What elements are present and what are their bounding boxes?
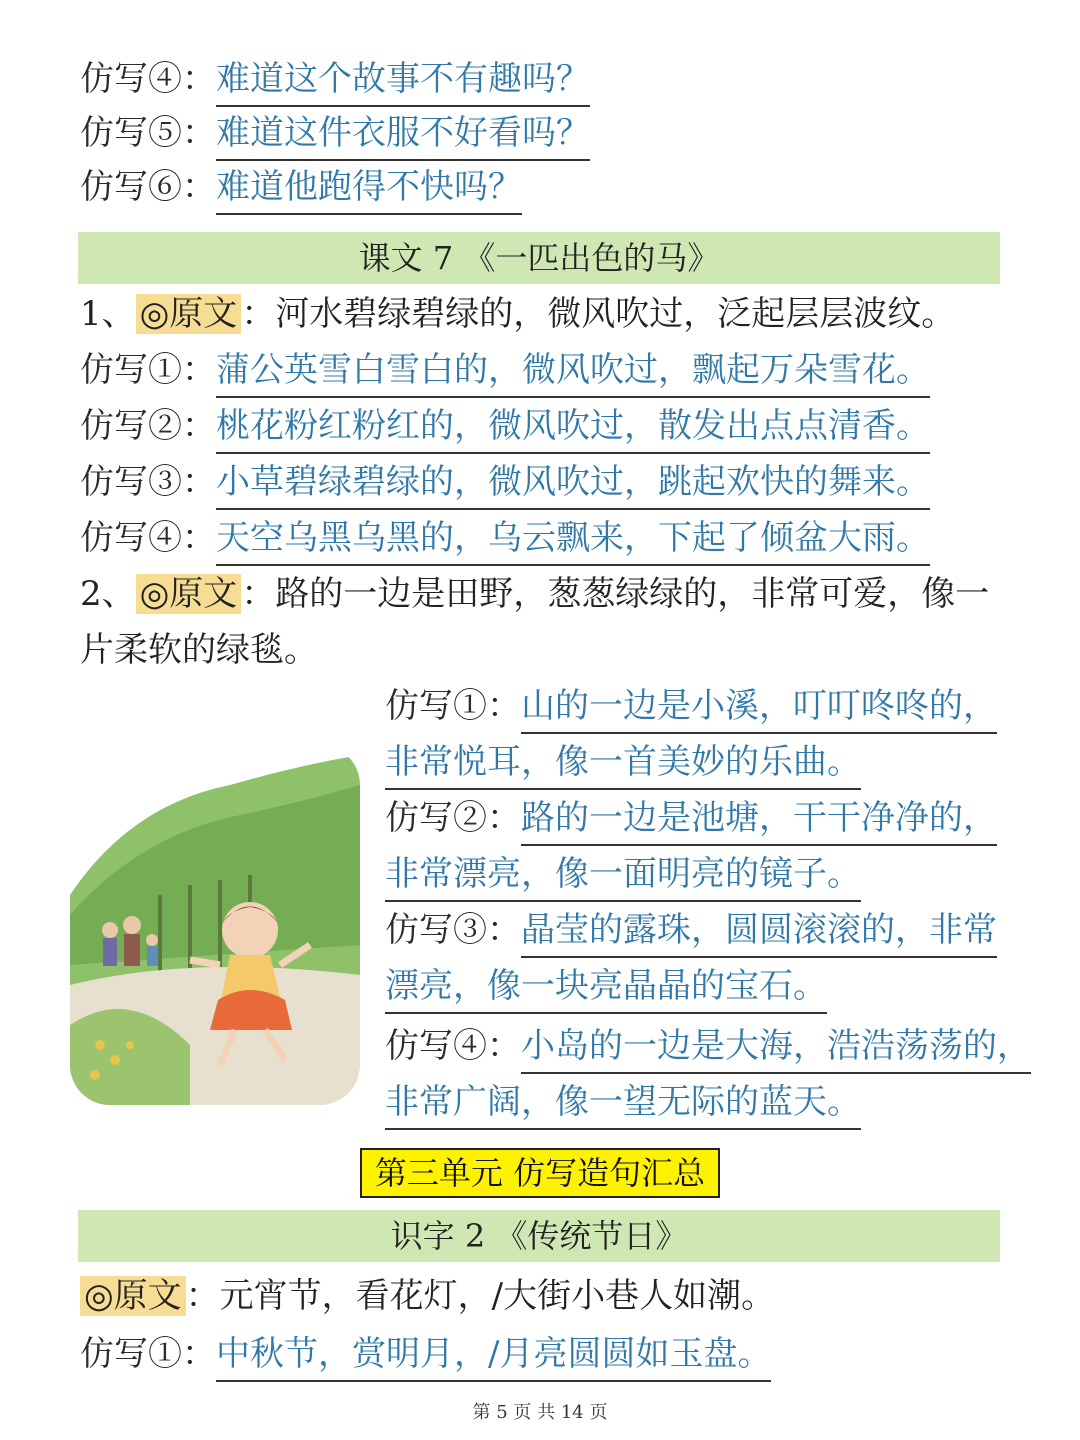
imitation-label: 仿写①： <box>80 1334 216 1374</box>
imitation-label: 仿写③： <box>385 910 521 950</box>
page-number: 第 5 页 共 14 页 <box>472 1402 608 1423</box>
imitation-line <box>80 1330 771 1382</box>
imitation-answer: 天空乌黑乌黑的，乌云飘来，下起了倾盆大雨。 <box>216 514 930 566</box>
imitation-label: 仿写③： <box>80 462 216 502</box>
original-sentence <box>80 570 989 618</box>
imitation-line <box>385 682 997 734</box>
imitation-line <box>385 794 997 846</box>
imitation-line <box>80 109 590 161</box>
imitation-line-continued <box>385 1078 861 1130</box>
imitation-line <box>80 458 930 510</box>
imitation-answer: 非常漂亮，像一面明亮的镜子。 <box>385 850 861 902</box>
unit-title: 第三单元 仿写造句汇总 <box>360 1148 720 1198</box>
imitation-answer: 桃花粉红粉红的，微风吹过，散发出点点清香。 <box>216 402 930 454</box>
imitation-answer: 蒲公英雪白雪白的，微风吹过，飘起万朵雪花。 <box>216 346 930 398</box>
imitation-line <box>80 55 590 107</box>
original-sentence <box>80 1272 775 1320</box>
original-tag: ◎原文 <box>80 1276 186 1316</box>
imitation-line-continued <box>385 850 861 902</box>
imitation-line <box>80 163 522 215</box>
colon: ： <box>241 294 276 334</box>
imitation-line <box>80 402 930 454</box>
original-text: 元宵节，看花灯，/大街小巷人如潮。 <box>219 1276 776 1316</box>
original-sentence-continued: 片柔软的绿毯。 <box>80 630 318 670</box>
imitation-answer: 非常悦耳，像一首美妙的乐曲。 <box>385 738 861 790</box>
imitation-label: 仿写⑥： <box>80 167 216 207</box>
story-illustration <box>70 745 360 1105</box>
imitation-answer: 路的一边是池塘，干干净净的， <box>521 794 997 846</box>
imitation-label: 仿写①： <box>385 686 521 726</box>
imitation-answer: 小岛的一边是大海，浩浩荡荡的， <box>521 1022 1031 1074</box>
original-tag: ◎原文 <box>136 574 242 614</box>
imitation-answer: 晶莹的露珠，圆圆滚滚的，非常 <box>521 906 997 958</box>
imitation-line-continued <box>385 962 827 1014</box>
colon: ： <box>241 574 276 614</box>
imitation-answer: 漂亮，像一块亮晶晶的宝石。 <box>385 962 827 1014</box>
original-tag: ◎原文 <box>136 294 242 334</box>
imitation-answer: 小草碧绿碧绿的，微风吹过，跳起欢快的舞来。 <box>216 458 930 510</box>
lesson-banner: 识字 2 《传统节日》 <box>78 1210 1000 1262</box>
original-text: 河水碧绿碧绿的，微风吹过，泛起层层波纹。 <box>275 294 956 334</box>
colon: ： <box>185 1276 220 1316</box>
original-text: 路的一边是田野，葱葱绿绿的，非常可爱，像一 <box>275 574 990 614</box>
imitation-label: 仿写①： <box>80 350 216 390</box>
lesson-banner: 课文 7 《一匹出色的马》 <box>78 232 1000 284</box>
item-number: 2、 <box>80 574 136 614</box>
imitation-answer: 难道这个故事不有趣吗？ <box>216 55 590 107</box>
original-sentence <box>80 290 955 338</box>
imitation-line-continued <box>385 738 861 790</box>
imitation-label: 仿写④： <box>80 518 216 558</box>
imitation-answer: 难道他跑得不快吗？ <box>216 163 522 215</box>
imitation-label: 仿写②： <box>80 406 216 446</box>
imitation-line <box>385 1022 1031 1074</box>
imitation-answer: 山的一边是小溪，叮叮咚咚的， <box>521 682 997 734</box>
imitation-answer: 中秋节，赏明月，/月亮圆圆如玉盘。 <box>216 1330 771 1382</box>
girl-running-illustration <box>70 745 360 1105</box>
imitation-label: 仿写⑤： <box>80 113 216 153</box>
item-number: 1、 <box>80 294 136 334</box>
imitation-line <box>80 514 930 566</box>
imitation-line <box>80 346 930 398</box>
imitation-label: 仿写④： <box>385 1026 521 1066</box>
imitation-answer: 非常广阔，像一望无际的蓝天。 <box>385 1078 861 1130</box>
imitation-line <box>385 906 997 958</box>
imitation-label: 仿写②： <box>385 798 521 838</box>
imitation-answer: 难道这件衣服不好看吗？ <box>216 109 590 161</box>
imitation-label: 仿写④： <box>80 59 216 99</box>
